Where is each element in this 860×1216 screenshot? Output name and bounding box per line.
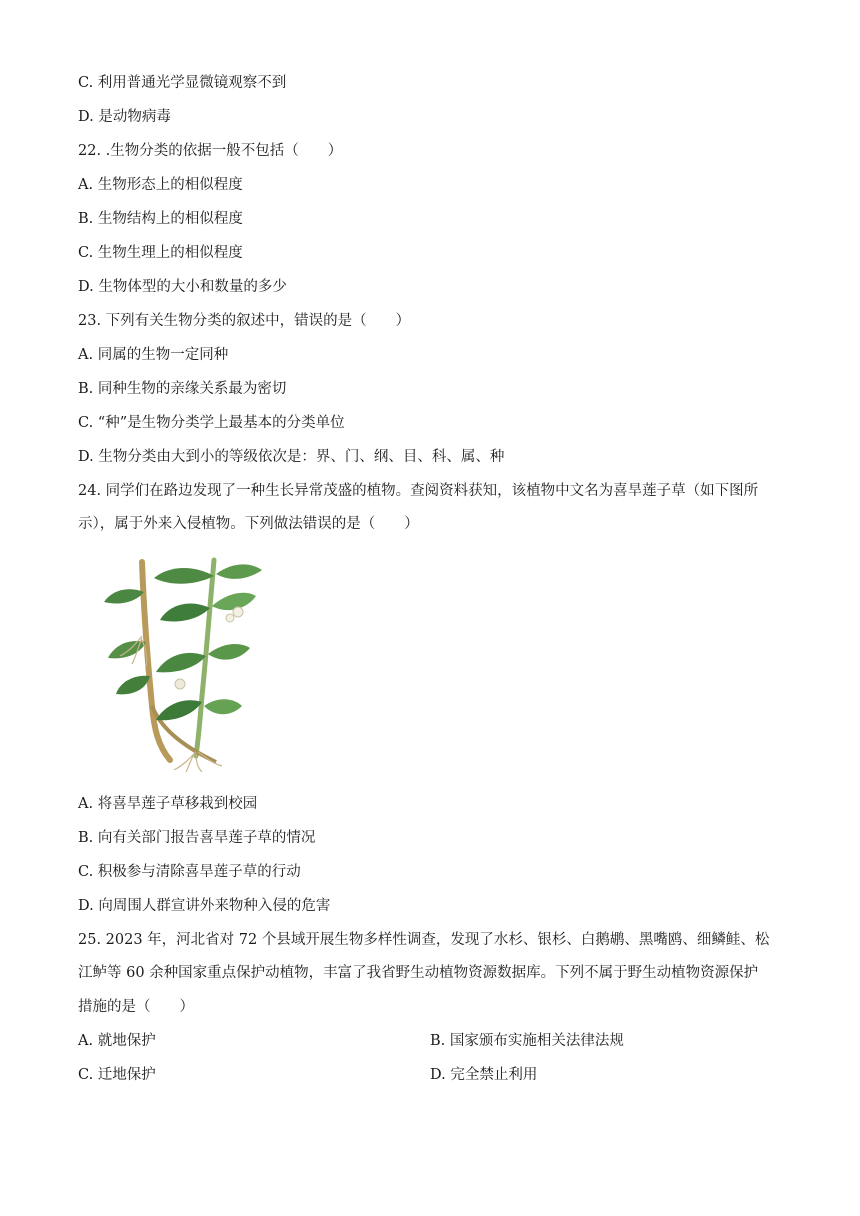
q22-option-d: D. 生物体型的大小和数量的多少 — [78, 279, 287, 295]
q23-stem: 23. 下列有关生物分类的叙述中，错误的是（ ） — [78, 313, 411, 329]
q24-option-b: B. 向有关部门报告喜旱莲子草的情况 — [78, 830, 316, 846]
q25-option-c: C. 迁地保护 — [78, 1067, 156, 1083]
q24-option-a: A. 将喜旱莲子草移栽到校园 — [78, 796, 258, 812]
q25-stem-line-2: 江鲈等 60 余种国家重点保护动植物，丰富了我省野生动植物资源数据库。下列不属于野生动植物资源保护 — [78, 965, 759, 981]
q25-option-a: A. 就地保护 — [78, 1033, 156, 1049]
q23-option-d: D. 生物分类由大到小的等级依次是：界、门、纲、目、科、属、种 — [78, 449, 505, 465]
q24-stem-line-2: 示），属于外来入侵植物。下列做法错误的是（ ） — [78, 516, 419, 532]
q23-option-c: C. “种”是生物分类学上最基本的分类单位 — [78, 415, 345, 431]
q24-stem-line-1: 24. 同学们在路边发现了一种生长异常茂盛的植物。查阅资料获知，该植物中文名为喜旱莲子草（如下图所 — [78, 483, 759, 499]
q22-stem: 22. .生物分类的依据一般不包括（ ） — [78, 143, 343, 159]
q21-option-c: C. 利用普通光学显微镜观察不到 — [78, 75, 287, 91]
q21-option-d: D. 是动物病毒 — [78, 109, 171, 125]
q25-option-b: B. 国家颁布实施相关法律法规 — [430, 1033, 624, 1049]
alligator-weed-illustration — [98, 556, 266, 772]
q25-stem-line-3: 措施的是（ ） — [78, 999, 194, 1015]
q23-option-b: B. 同种生物的亲缘关系最为密切 — [78, 381, 287, 397]
q23-option-a: A. 同属的生物一定同种 — [78, 347, 229, 363]
q25-stem-line-1: 25. 2023 年，河北省对 72 个县域开展生物多样性调查，发现了水杉、银杉、白鹅鹕、黑嘴鸥、细鳞鲑、松 — [78, 932, 770, 948]
q22-option-c: C. 生物生理上的相似程度 — [78, 245, 243, 261]
q25-option-d: D. 完全禁止利用 — [430, 1067, 538, 1083]
q22-option-b: B. 生物结构上的相似程度 — [78, 211, 243, 227]
q24-option-c: C. 积极参与清除喜旱莲子草的行动 — [78, 864, 301, 880]
q22-option-a: A. 生物形态上的相似程度 — [78, 177, 243, 193]
q24-option-d: D. 向周围人群宣讲外来物种入侵的危害 — [78, 898, 331, 914]
